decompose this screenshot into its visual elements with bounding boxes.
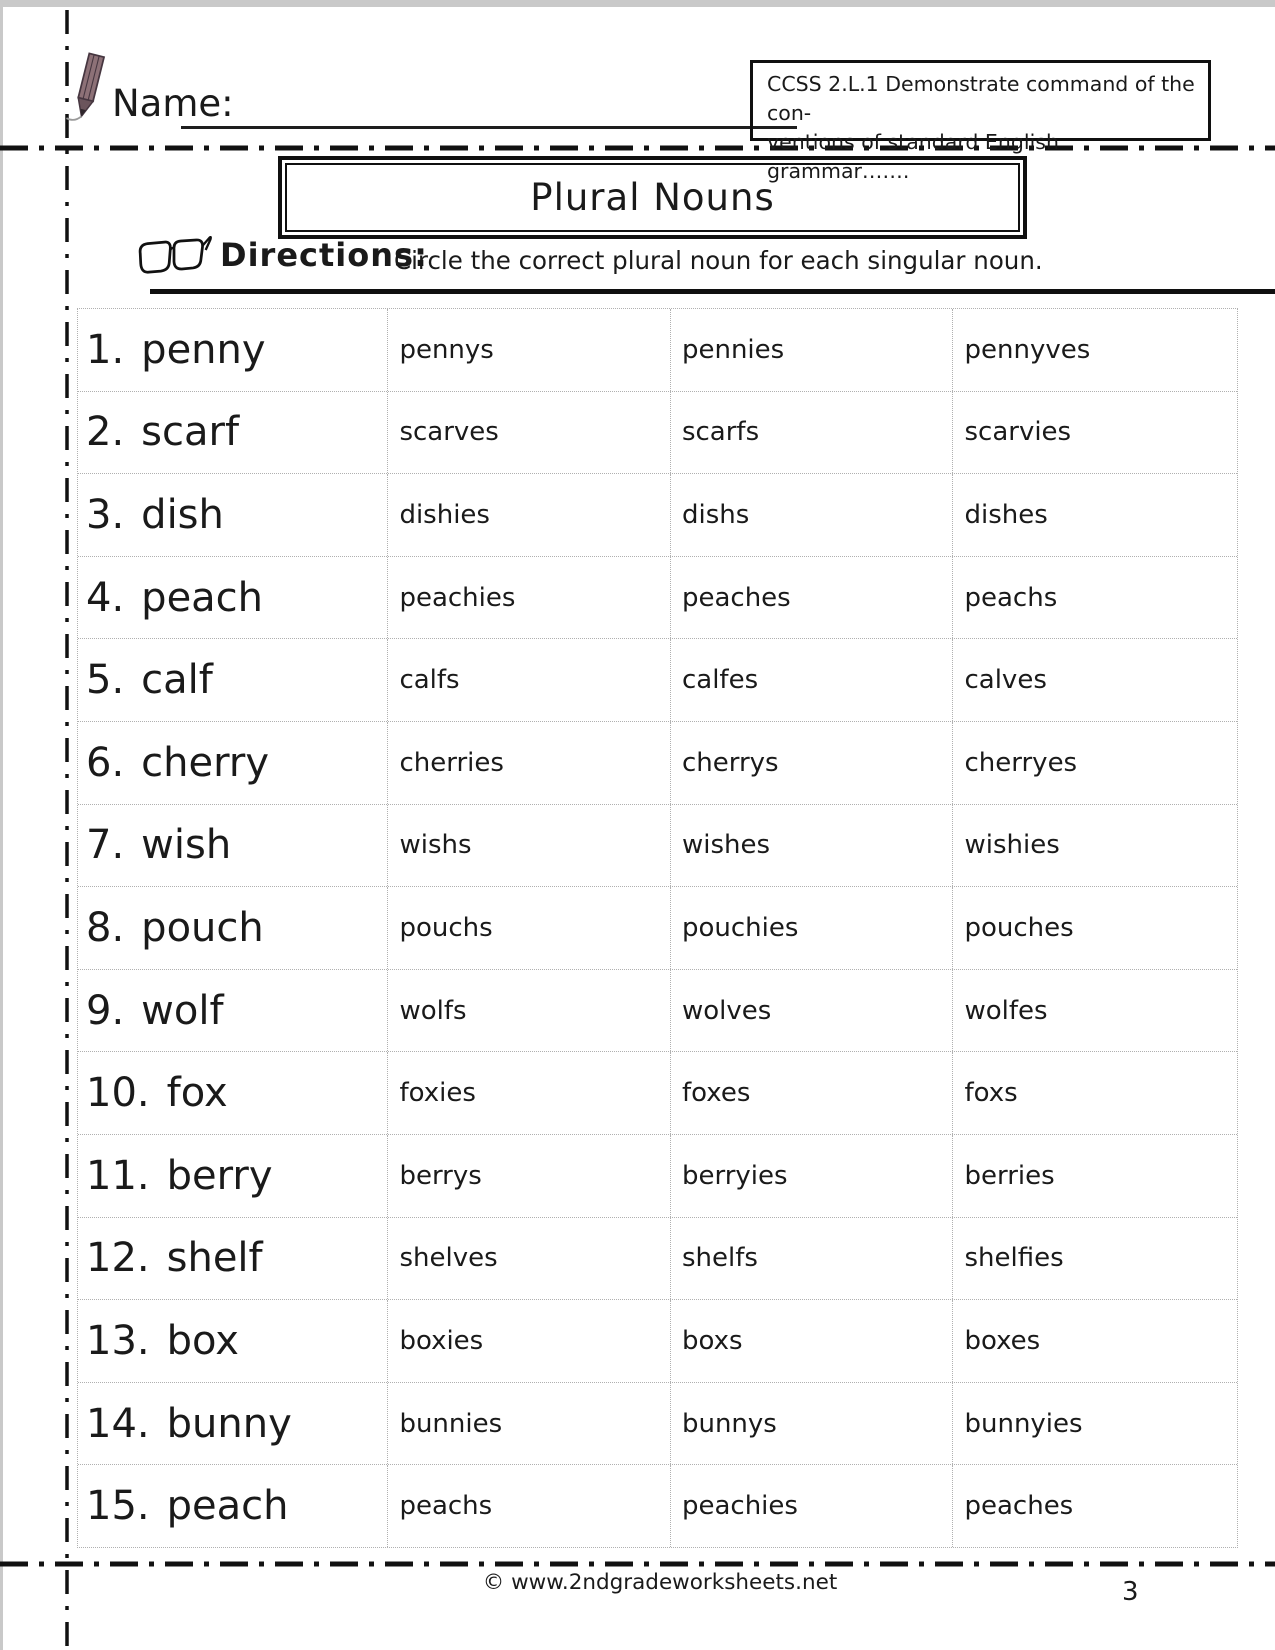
plural-option-2[interactable]: berryies [670, 1135, 953, 1217]
singular-noun-cell [78, 1052, 387, 1134]
plural-option-3[interactable]: pouches [952, 887, 1237, 969]
row-number: 6. [86, 739, 125, 786]
plural-option-3[interactable]: boxes [952, 1300, 1237, 1382]
table-row [78, 970, 1237, 1053]
singular-noun-cell [78, 639, 387, 721]
singular-noun-cell [78, 1383, 387, 1465]
singular-noun: calf [141, 657, 213, 704]
glasses-icon [136, 236, 212, 283]
singular-noun-cell [78, 805, 387, 887]
directions-text: Circle the correct plural noun for each singular noun. [394, 246, 1043, 275]
table-row [78, 1300, 1237, 1383]
plural-option-3[interactable]: shelfies [952, 1218, 1237, 1300]
row-number: 1. [86, 326, 125, 373]
table-row [78, 392, 1237, 475]
plural-option-3[interactable]: wolfes [952, 970, 1237, 1052]
directions-label: Directions: [220, 236, 428, 274]
plural-option-3[interactable]: bunnyies [952, 1383, 1237, 1465]
singular-noun: wolf [141, 987, 224, 1034]
singular-noun: scarf [141, 409, 240, 456]
plural-option-2[interactable]: cherrys [670, 722, 953, 804]
row-number: 4. [86, 574, 125, 621]
name-label: Name: [112, 82, 234, 125]
plural-option-3[interactable]: dishes [952, 474, 1237, 556]
singular-noun-cell [78, 1135, 387, 1217]
plural-option-1[interactable]: berrys [387, 1135, 670, 1217]
plural-option-1[interactable]: wolfs [387, 970, 670, 1052]
row-number: 7. [86, 822, 125, 869]
title-box-inner [285, 163, 1020, 232]
plural-option-1[interactable]: bunnies [387, 1383, 670, 1465]
page-number: 3 [1122, 1577, 1139, 1607]
plural-option-1[interactable]: boxies [387, 1300, 670, 1382]
plural-option-2[interactable]: dishs [670, 474, 953, 556]
singular-noun: fox [166, 1070, 228, 1117]
row-number: 12. [86, 1235, 150, 1282]
row-number: 8. [86, 904, 125, 951]
singular-noun-cell [78, 309, 387, 391]
scan-edge-left [0, 0, 3, 1650]
table-row [78, 1052, 1237, 1135]
singular-noun-cell [78, 970, 387, 1052]
plural-option-1[interactable]: scarves [387, 392, 670, 474]
plural-option-1[interactable]: cherries [387, 722, 670, 804]
table-row [78, 557, 1237, 640]
table-row [78, 1135, 1237, 1218]
ccss-line1: CCSS 2.L.1 Demonstrate command of the con- [767, 72, 1195, 126]
plural-option-3[interactable]: peaches [952, 1465, 1237, 1547]
table-row [78, 1465, 1237, 1547]
singular-noun: pouch [141, 904, 264, 951]
title-box [278, 156, 1027, 239]
singular-noun-cell [78, 392, 387, 474]
plural-option-1[interactable]: peachies [387, 557, 670, 639]
singular-noun: bunny [166, 1400, 292, 1447]
row-number: 9. [86, 987, 125, 1034]
plural-option-3[interactable]: wishies [952, 805, 1237, 887]
name-input-line[interactable] [181, 82, 797, 129]
plural-option-3[interactable]: foxs [952, 1052, 1237, 1134]
plural-option-2[interactable]: peaches [670, 557, 953, 639]
singular-noun: berry [166, 1152, 273, 1199]
plural-option-2[interactable]: peachies [670, 1465, 953, 1547]
row-number: 2. [86, 409, 125, 456]
ccss-line2: ventions of standard English grammar……. [767, 130, 1059, 184]
singular-noun: peach [166, 1483, 289, 1530]
scan-edge-top [0, 0, 1275, 7]
row-number: 15. [86, 1483, 150, 1530]
plural-option-2[interactable]: pennies [670, 309, 953, 391]
vertical-cut-line [62, 10, 72, 1646]
plural-option-2[interactable]: pouchies [670, 887, 953, 969]
plural-option-3[interactable]: pennyves [952, 309, 1237, 391]
row-number: 14. [86, 1400, 150, 1447]
table-row [78, 1383, 1237, 1466]
singular-noun-cell [78, 474, 387, 556]
plural-option-1[interactable]: calfs [387, 639, 670, 721]
singular-noun-cell [78, 887, 387, 969]
plural-option-2[interactable]: foxes [670, 1052, 953, 1134]
plural-option-1[interactable]: pennys [387, 309, 670, 391]
plural-option-2[interactable]: scarfs [670, 392, 953, 474]
plural-option-2[interactable]: shelfs [670, 1218, 953, 1300]
row-number: 3. [86, 491, 125, 538]
plural-option-1[interactable]: wishs [387, 805, 670, 887]
copyright-text: © www.2ndgradeworksheets.net [482, 1570, 838, 1595]
plural-option-3[interactable]: calves [952, 639, 1237, 721]
plural-option-1[interactable]: shelves [387, 1218, 670, 1300]
row-number: 11. [86, 1152, 150, 1199]
directions-underline-rule [150, 289, 1275, 294]
singular-noun: box [166, 1317, 239, 1364]
singular-noun: cherry [141, 739, 269, 786]
singular-noun-cell [78, 722, 387, 804]
plural-option-1[interactable]: foxies [387, 1052, 670, 1134]
table-row [78, 309, 1237, 392]
plural-option-2[interactable]: wolves [670, 970, 953, 1052]
singular-noun-cell [78, 557, 387, 639]
table-row [78, 722, 1237, 805]
singular-noun: penny [141, 326, 266, 373]
singular-noun-cell [78, 1465, 387, 1547]
plural-option-1[interactable]: peachs [387, 1465, 670, 1547]
singular-noun: wish [141, 822, 232, 869]
bottom-cut-line [0, 1559, 1275, 1569]
singular-noun: dish [141, 491, 224, 538]
pencil-icon [64, 52, 112, 128]
table-row [78, 639, 1237, 722]
plural-option-2[interactable]: wishes [670, 805, 953, 887]
singular-noun-cell [78, 1300, 387, 1382]
row-number: 10. [86, 1070, 150, 1117]
plural-option-2[interactable]: calfes [670, 639, 953, 721]
singular-noun-cell [78, 1218, 387, 1300]
table-row [78, 1218, 1237, 1301]
plural-option-3[interactable]: berries [952, 1135, 1237, 1217]
row-number: 13. [86, 1317, 150, 1364]
plural-option-3[interactable]: scarvies [952, 392, 1237, 474]
ccss-standard-box [750, 60, 1211, 184]
plural-option-3[interactable]: cherryes [952, 722, 1237, 804]
page-title: Plural Nouns [530, 176, 775, 219]
table-row [78, 887, 1237, 970]
singular-noun: shelf [166, 1235, 263, 1282]
table-row [78, 474, 1237, 557]
singular-noun: peach [141, 574, 264, 621]
plural-option-2[interactable]: bunnys [670, 1383, 953, 1465]
plural-option-1[interactable]: dishies [387, 474, 670, 556]
plural-option-1[interactable]: pouchs [387, 887, 670, 969]
plural-option-2[interactable]: boxs [670, 1300, 953, 1382]
table-row [78, 805, 1237, 888]
row-number: 5. [86, 657, 125, 704]
plural-option-3[interactable]: peachs [952, 557, 1237, 639]
plural-nouns-table [77, 308, 1238, 1548]
